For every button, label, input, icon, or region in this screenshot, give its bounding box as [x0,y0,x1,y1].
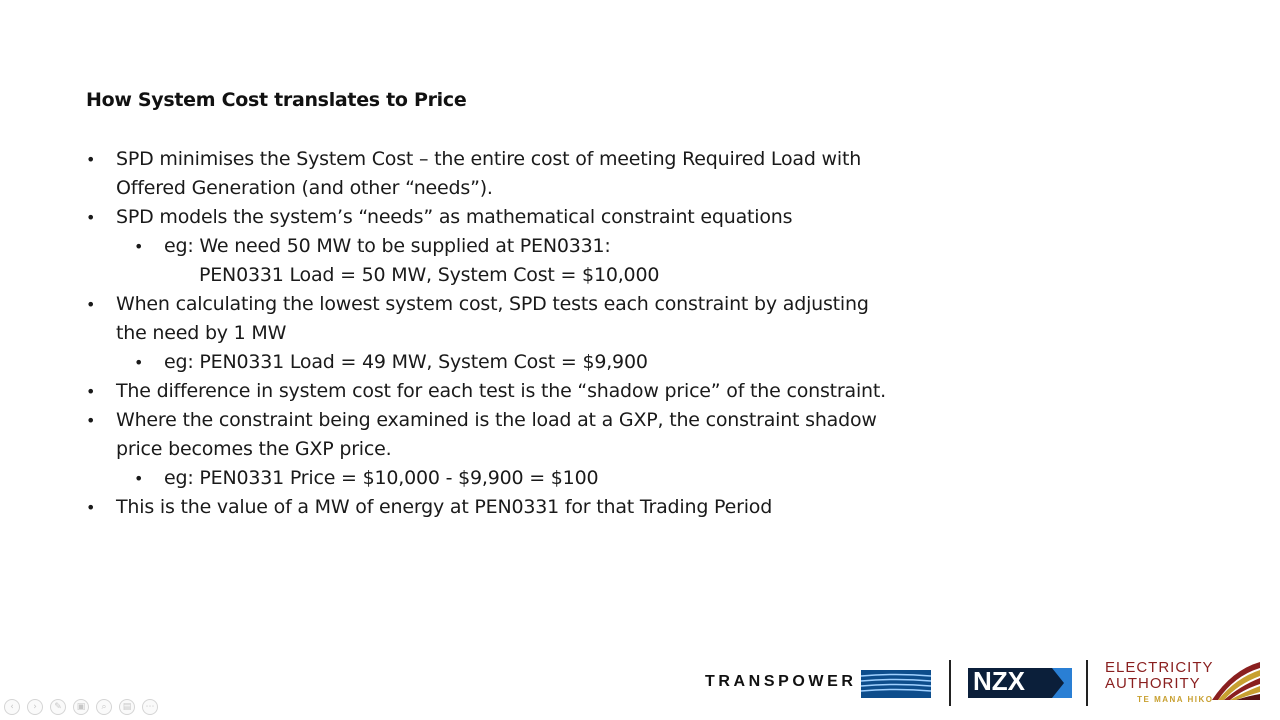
nzx-logo-text: NZX [973,666,1025,696]
bullet-dot-icon: • [86,150,96,169]
bullet-dot-icon: • [86,295,96,314]
bullet-item [86,406,946,435]
bullet-text: Offered Generation (and other “needs”). [116,177,493,199]
bullet-text: This is the value of a MW of energy at PEN0331 for that Trading Period [116,496,773,518]
bullet-dot-icon: • [86,411,96,430]
bullet-item [86,290,946,319]
next-arrow-icon: › [33,702,37,712]
bullet-dot-icon: • [86,208,96,227]
bullet-text: SPD minimises the System Cost – the entire cost of meeting Required Load with [116,148,862,170]
prev-arrow-icon: ‹ [10,702,14,712]
bullet-dot-icon: • [134,469,144,488]
bullet-item [86,348,946,377]
bullet-text: SPD models the system’s “needs” as mathematical constraint equations [116,206,793,228]
bullet-text: eg: We need 50 MW to be supplied at PEN0331: [164,235,611,257]
pen-icon: ✎ [54,702,62,712]
transpower-stripes-icon [861,670,931,698]
footer-logos [700,656,1280,716]
bullet-continuation [86,435,946,464]
bullet-continuation [86,174,946,203]
transpower-logo-text: TRANSPOWER [705,673,857,690]
more-icon: ⋯ [145,702,155,712]
bullet-text: PEN0331 Load = 50 MW, System Cost = $10,000 [199,264,660,286]
pen-tool-button[interactable] [50,699,66,715]
bullet-text: eg: PEN0331 Load = 49 MW, System Cost = $9,900 [164,351,648,373]
bullet-text: Where the constraint being examined is the load at a GXP, the constraint shadow [116,409,877,431]
logo-divider [1086,660,1088,706]
subtitles-button[interactable] [119,699,135,715]
bullet-text: When calculating the lowest system cost, SPD tests each constraint by adjusting [116,293,869,315]
bullet-text: The difference in system cost for each test is the “shadow price” of the constraint. [116,380,886,402]
slides-icon: ▣ [76,702,86,712]
more-options-button[interactable] [142,699,158,715]
bullet-item [86,145,946,174]
bullet-dot-icon: • [86,382,96,401]
bullet-item [86,464,946,493]
next-slide-button[interactable] [27,699,43,715]
ea-line-3: TE MANA HIKO [1137,695,1214,704]
bullet-item [86,377,946,406]
bullet-dot-icon: • [134,237,144,256]
bullet-dot-icon: • [134,353,144,372]
slide-title: How System Cost translates to Price [86,89,467,111]
electricity-authority-logo [1105,660,1214,708]
logo-divider [949,660,951,706]
zoom-button[interactable] [96,699,112,715]
bullet-item [86,203,946,232]
bullet-item [86,493,946,522]
previous-slide-button[interactable] [4,699,20,715]
bullet-text: eg: PEN0331 Price = $10,000 - $9,900 = $100 [164,467,599,489]
bullet-continuation [86,261,946,290]
bullet-text: the need by 1 MW [116,322,287,344]
bullet-item [86,232,946,261]
ea-line-2: AUTHORITY [1105,675,1201,692]
magnifier-icon: ⌕ [101,702,107,712]
ea-line-1: ELECTRICITY [1105,659,1214,676]
presentation-toolbar [4,699,158,715]
slides-view-button[interactable] [73,699,89,715]
electricity-authority-swoosh-icon [1212,660,1260,702]
bullet-text: price becomes the GXP price. [116,438,392,460]
bullet-list [86,145,946,522]
subtitles-icon: ▤ [122,702,132,712]
bullet-continuation [86,319,946,348]
bullet-dot-icon: • [86,498,96,517]
